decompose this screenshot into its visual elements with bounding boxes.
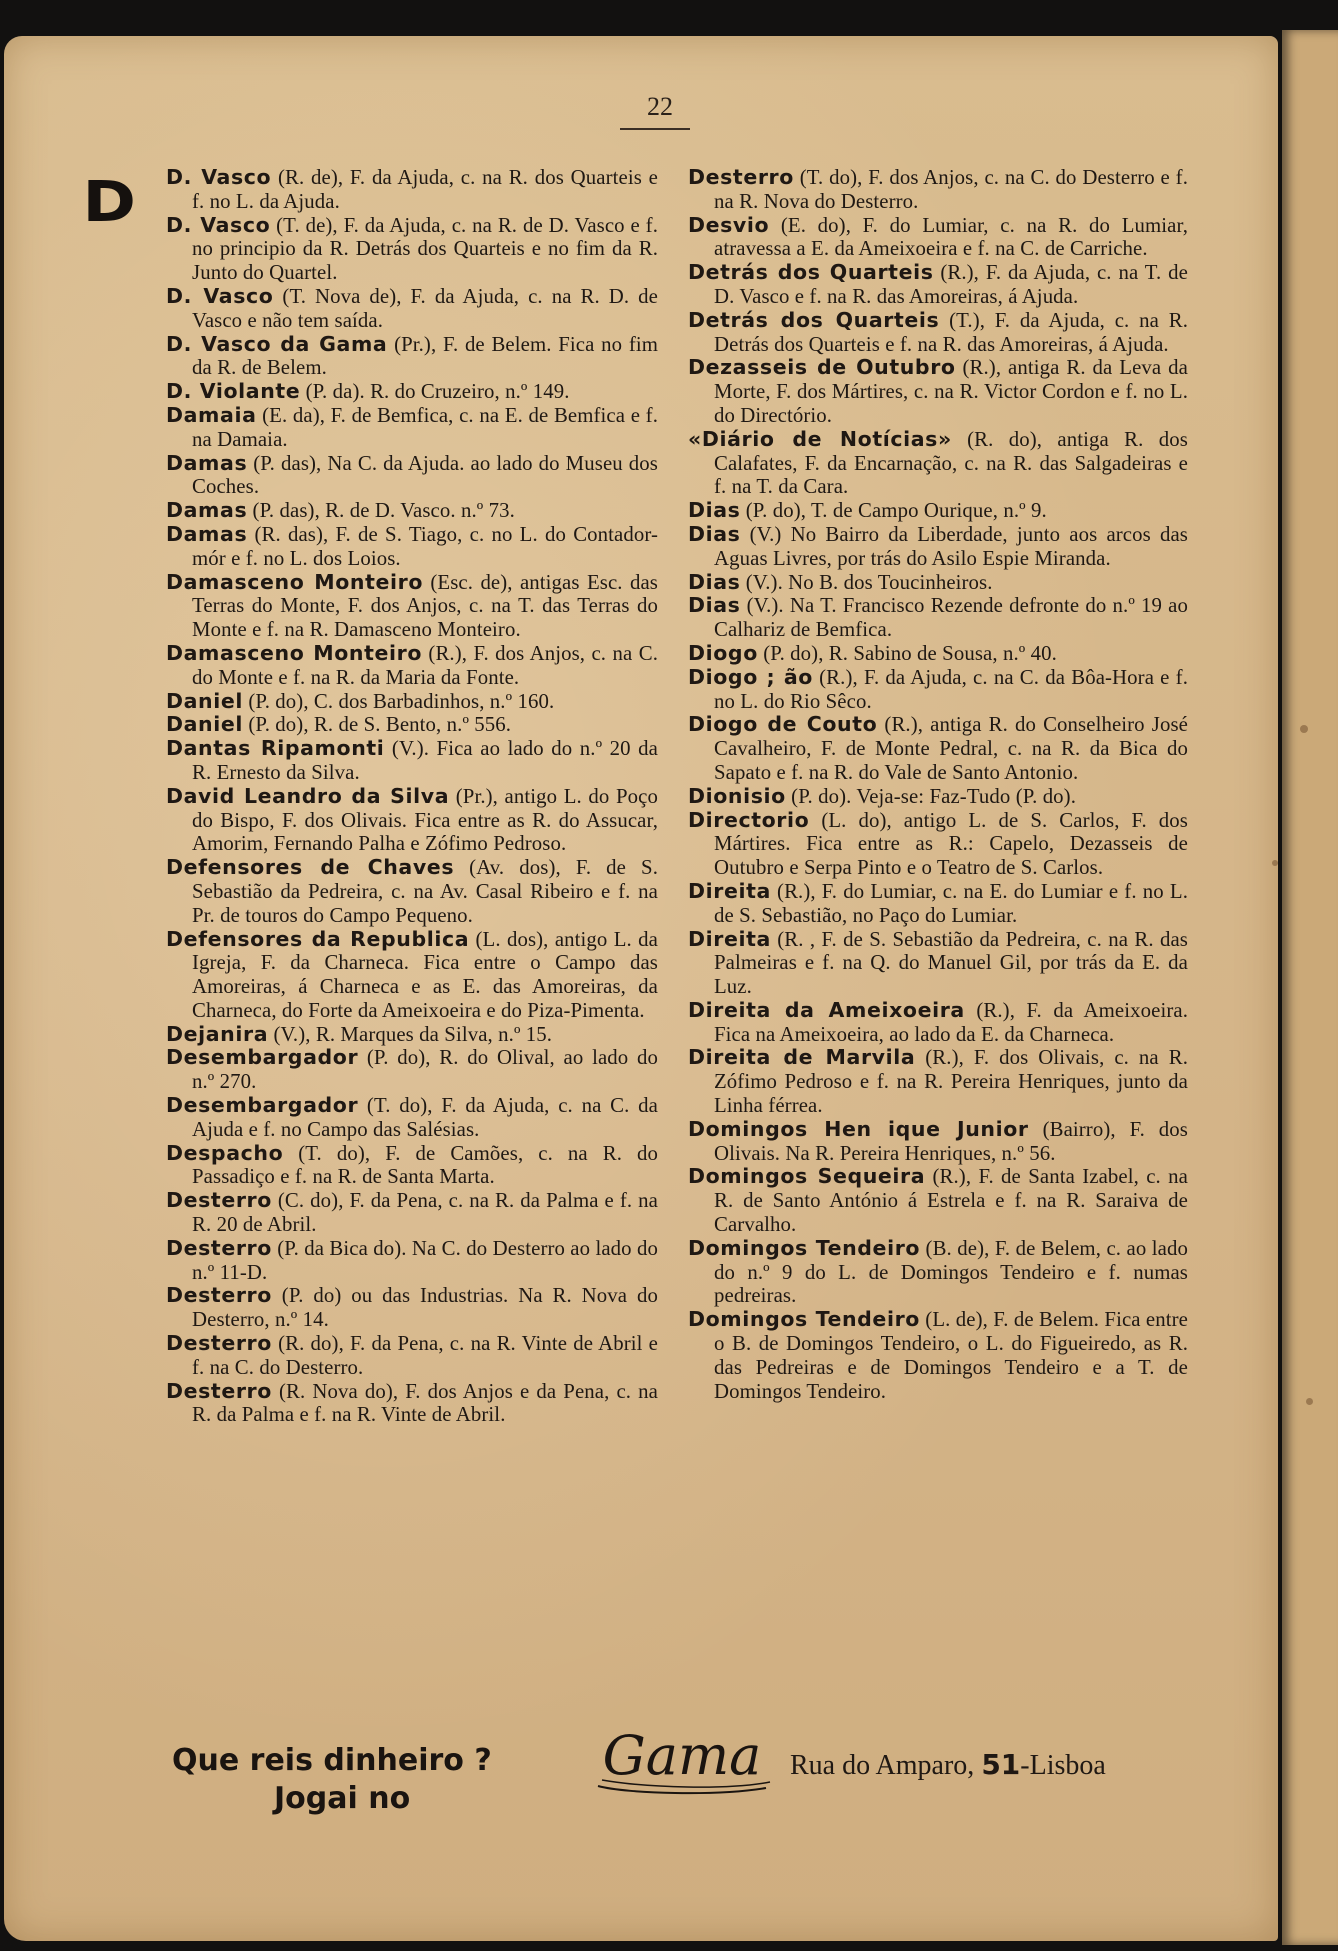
page-number-rule bbox=[620, 128, 690, 130]
entry-text: (R.), F. dos Anjos, c. na C. do Monte e f. na R. da Maria da Fonte. bbox=[192, 641, 659, 689]
entry-headword: Direita de Marvila bbox=[688, 1045, 916, 1070]
entry-text: (T. do), F. da Ajuda, c. na C. da Ajuda e f. no Campo das Salésias. bbox=[192, 1094, 658, 1141]
entry-headword: Damaia bbox=[166, 402, 257, 427]
entry-text: (P. do), R. do Olival, ao lado do n.º 270. bbox=[192, 1046, 658, 1094]
entry-headword: «Diário de Notícias» bbox=[688, 426, 952, 451]
entry-text: (P. do) ou das Industrias. Na R. Nova do Desterro, n.º 14. bbox=[192, 1284, 658, 1332]
street-entry bbox=[166, 1332, 658, 1380]
entry-text: (R. Nova do), F. dos Anjos e da Pena, c. na R. da Palma e f. na R. Vinte de Abril. bbox=[192, 1379, 658, 1427]
entry-headword: D. Vasco bbox=[166, 165, 272, 189]
street-entry bbox=[166, 1380, 658, 1428]
entry-headword: Desvio bbox=[688, 212, 770, 237]
entry-headword: Diogo ; ão bbox=[688, 664, 813, 689]
street-entry bbox=[688, 666, 1188, 714]
entry-headword: Desterro bbox=[166, 1235, 272, 1260]
street-entry bbox=[688, 214, 1188, 262]
entry-text: (T.), F. da Ajuda, c. na R. Detrás dos Quarteis e f. na R. das Amoreiras, á Ajuda. bbox=[714, 308, 1188, 356]
entry-headword: Diogo de Couto bbox=[688, 712, 878, 737]
left-column bbox=[166, 166, 658, 1427]
entry-text: (E. da), F. de Bemfica, c. na E. de Bemfica e f. na Damaia. bbox=[192, 403, 658, 451]
street-entry bbox=[688, 428, 1188, 499]
street-entry bbox=[166, 785, 658, 856]
entry-text: (P. da). R. do Cruzeiro, n.º 149. bbox=[300, 380, 570, 404]
entry-text: (R. das), F. de S. Tiago, c. no L. do Contador-mór e f. no L. dos Loios. bbox=[192, 522, 658, 570]
street-entry bbox=[688, 499, 1188, 523]
street-entry bbox=[166, 214, 658, 285]
entry-text: (T. do), F. de Camões, c. na R. do Passadiço e f. na R. de Santa Marta. bbox=[192, 1141, 658, 1189]
street-entry bbox=[688, 356, 1188, 427]
entry-headword: Desembargador bbox=[166, 1045, 359, 1070]
entry-headword: Dias bbox=[688, 569, 741, 594]
entry-headword: Desterro bbox=[166, 1331, 272, 1356]
street-entry bbox=[166, 1046, 658, 1094]
entry-headword: Direita bbox=[688, 926, 771, 951]
entry-text: (E. do), F. do Lumiar, c. na R. do Lumiar, atravessa a E. da Ameixoeira e f. na C. de Carriche. bbox=[714, 213, 1188, 261]
entry-headword: Defensores da Republica bbox=[166, 926, 470, 951]
entry-headword: Dias bbox=[688, 498, 741, 523]
entry-text: (R.), F. dos Olivais, c. na R. Zófimo Pedroso e f. na R. Pereira Henriques, junto da Linha férrea. bbox=[714, 1046, 1189, 1118]
page-number: 22 bbox=[647, 92, 673, 121]
street-entry bbox=[166, 642, 658, 690]
entry-headword: Dias bbox=[688, 593, 741, 618]
entry-headword: Direita bbox=[688, 878, 771, 903]
street-entry bbox=[688, 880, 1188, 928]
entry-headword: Desterro bbox=[688, 165, 794, 189]
entry-text: (R.), F. da Ajuda, c. na C. da Bôa-Hora e f. no L. do Rio Sêco. bbox=[714, 665, 1188, 713]
entry-headword: Domingos Tendeiro bbox=[688, 1307, 920, 1332]
street-entry bbox=[166, 856, 658, 927]
street-entry bbox=[166, 380, 658, 404]
entry-text: (R.), F. de Santa Izabel, c. na R. de Santo António á Estrela e f. na R. Saraiva de Carvalho. bbox=[714, 1165, 1188, 1237]
street-entry bbox=[166, 1142, 658, 1190]
street-entry bbox=[166, 1023, 658, 1047]
entry-text: (P. do), T. de Campo Ourique, n.º 9. bbox=[740, 499, 1047, 523]
street-entry bbox=[688, 261, 1188, 309]
entry-text: (R. , F. de S. Sebastião da Pedreira, c. na R. das Palmeiras e f. na Q. do Manuel Gil, por trás da E. da Luz. bbox=[714, 927, 1188, 999]
gama-logo bbox=[588, 1730, 776, 1800]
entry-text: (R.), antiga R. da Leva da Morte, F. dos Mártires, c. na R. Victor Cordon e f. no L. do Directório. bbox=[714, 356, 1188, 427]
street-entry bbox=[688, 594, 1188, 642]
street-entry bbox=[166, 690, 658, 714]
street-entry bbox=[688, 309, 1188, 357]
entry-headword: D. Vasco bbox=[166, 283, 274, 308]
street-entry bbox=[688, 1308, 1188, 1403]
entry-headword: Detrás dos Quarteis bbox=[688, 307, 940, 332]
entry-headword: Dezasseis de Outubro bbox=[688, 355, 956, 380]
entry-headword: Domingos Sequeira bbox=[688, 1164, 926, 1189]
entry-text: (L. de), F. de Belem. Fica entre o B. de Domingos Tendeiro, o L. do Figueiredo, as R. das Pedreiras e de Domingos Tendeiro e a T. de Domingos Tendeiro. bbox=[714, 1308, 1188, 1403]
street-entry bbox=[688, 785, 1188, 809]
entry-headword: Daniel bbox=[166, 688, 244, 713]
entry-text: (L. do), antigo L. de S. Carlos, F. dos Mártires. Fica entre as R.: Capelo, Dezasseis de Outubro e Serpa Pinto e o Teatro de S. Carlos. bbox=[714, 808, 1188, 880]
entry-text: (P. do), R. de S. Bento, n.º 556. bbox=[243, 713, 512, 737]
entry-headword: David Leandro da Silva bbox=[166, 783, 450, 808]
entry-text: (P. da Bica do). Na C. do Desterro ao lado do n.º 11-D. bbox=[192, 1236, 658, 1284]
entry-headword: Dantas Ripamonti bbox=[166, 736, 385, 761]
entry-headword: Directorio bbox=[688, 807, 810, 832]
entry-text: (V.). Na T. Francisco Rezende defronte do n.º 19 ao Calhariz de Bemfica. bbox=[714, 594, 1188, 642]
entry-headword: Direita da Ameixoeira bbox=[688, 997, 965, 1022]
entry-text: (V.). Fica ao lado do n.º 20 da R. Ernesto da Silva. bbox=[192, 737, 659, 784]
entry-headword: Desterro bbox=[166, 1283, 272, 1308]
entry-text: (P. do), R. Sabino de Sousa, n.º 40. bbox=[757, 641, 1057, 665]
street-entry bbox=[688, 809, 1188, 880]
address-street: Rua do Amparo, bbox=[790, 1750, 982, 1781]
advert-line-2: Jogai no bbox=[274, 1781, 411, 1816]
entry-headword: Dias bbox=[688, 521, 741, 546]
entry-headword: Desterro bbox=[166, 1188, 272, 1213]
street-entry bbox=[166, 523, 658, 571]
entry-headword: Dionisio bbox=[688, 783, 786, 808]
street-entry bbox=[166, 166, 658, 214]
advert-address bbox=[790, 1748, 1106, 1782]
entry-headword: Damasceno Monteiro bbox=[166, 640, 423, 665]
entry-headword: Despacho bbox=[166, 1140, 284, 1165]
street-entry bbox=[166, 452, 658, 500]
street-entry bbox=[166, 499, 658, 523]
entry-headword: D. Vasco bbox=[166, 212, 271, 237]
street-entry bbox=[166, 404, 658, 452]
street-entry bbox=[688, 1046, 1188, 1117]
street-entry bbox=[166, 1094, 658, 1142]
address-city: -Lisboa bbox=[1020, 1750, 1106, 1781]
entry-headword: Damas bbox=[166, 498, 248, 523]
street-entry bbox=[688, 642, 1188, 666]
entry-headword: Damas bbox=[166, 450, 248, 475]
street-entry bbox=[688, 928, 1188, 999]
entry-text: (T. Nova de), F. da Ajuda, c. na R. D. de Vasco e não tem saída. bbox=[192, 284, 658, 332]
entry-headword: Defensores de Chaves bbox=[166, 855, 455, 880]
advert-slogan bbox=[172, 1742, 562, 1818]
entry-text: (R. do), F. da Pena, c. na R. Vinte de Abril e f. na C. do Desterro. bbox=[192, 1332, 658, 1379]
entry-text: (V.) No Bairro da Liberdade, junto aos arcos das Aguas Livres, por trás do Asilo Espie Miranda. bbox=[714, 522, 1188, 570]
entry-text: (T. do), F. dos Anjos, c. na C. do Desterro e f. na R. Nova do Desterro. bbox=[714, 166, 1188, 213]
entry-text: (R.), antiga R. do Conselheiro José Cavalheiro, F. de Monte Pedral, c. na R. da Bica do Sapato e f. na R. do Vale de Santo Antonio. bbox=[714, 713, 1188, 784]
entry-text: (Av. dos), F. de S. Sebastião da Pedreira, c. na Av. Casal Ribeiro e f. na Pr. de touros do Campo Pequeno. bbox=[192, 856, 658, 927]
entry-headword: Domingos Hen ique Junior bbox=[688, 1116, 1029, 1141]
entry-text: (V.), R. Marques da Silva, n.º 15. bbox=[268, 1022, 553, 1046]
street-entry bbox=[166, 1284, 658, 1332]
entry-text: (Pr.), antigo L. do Poço do Bispo, F. dos Olivais. Fica entre as R. do Assucar, Amorim, Fernando Palha e Zófimo Pedroso. bbox=[192, 784, 658, 856]
right-column bbox=[688, 166, 1188, 1403]
entry-text: (P. das), Na C. da Ajuda. ao lado do Museu dos Coches. bbox=[192, 451, 658, 499]
street-entry bbox=[688, 571, 1188, 595]
street-entry bbox=[166, 1189, 658, 1237]
entry-text: (P. do). Veja-se: Faz-Tudo (P. do). bbox=[785, 784, 1077, 808]
adjacent-page-edge bbox=[1282, 30, 1338, 1945]
entry-headword: Desterro bbox=[166, 1378, 272, 1403]
street-entry bbox=[166, 928, 658, 1023]
ink-spot bbox=[1300, 725, 1308, 733]
street-entry bbox=[166, 571, 658, 642]
street-entry bbox=[688, 713, 1188, 784]
entry-text: (B. de), F. de Belem, c. ao lado do n.º 9 do L. de Domingos Tendeiro e f. numas pedreiras. bbox=[714, 1236, 1188, 1308]
street-entry bbox=[166, 333, 658, 381]
street-entry bbox=[166, 1237, 658, 1285]
entry-headword: Damasceno Monteiro bbox=[166, 569, 424, 594]
entry-text: (V.). No B. dos Toucinheiros. bbox=[740, 570, 993, 594]
ink-spot bbox=[1272, 860, 1278, 866]
entry-text: (P. das), R. de D. Vasco. n.º 73. bbox=[247, 499, 515, 523]
street-entry bbox=[688, 1165, 1188, 1236]
entry-headword: Daniel bbox=[166, 712, 244, 737]
entry-text: (R. do), antiga R. dos Calafates, F. da Encarnação, c. na R. das Salgadeiras e f. na T. da Cara. bbox=[714, 427, 1188, 499]
entry-headword: Desembargador bbox=[166, 1093, 359, 1118]
entry-headword: D. Violante bbox=[166, 379, 301, 404]
street-entry bbox=[166, 713, 658, 737]
entry-text: (Bairro), F. dos Olivais. Na R. Pereira Henriques, n.º 56. bbox=[714, 1117, 1188, 1165]
entry-headword: Detrás dos Quarteis bbox=[688, 260, 934, 285]
entry-text: (R.), F. da Ameixoeira. Fica na Ameixoeira, ao lado da E. da Charneca. bbox=[714, 998, 1189, 1046]
logo-text: Gama bbox=[602, 1730, 762, 1787]
entry-headword: Dejanira bbox=[166, 1021, 269, 1046]
entry-text: (R.), F. do Lumiar, c. na E. do Lumiar e f. no L. de S. Sebastião, no Paço do Lumiar. bbox=[714, 879, 1188, 927]
street-entry bbox=[688, 999, 1188, 1047]
street-entry bbox=[688, 1118, 1188, 1166]
entry-text: (P. do), C. dos Barbadinhos, n.º 160. bbox=[243, 689, 555, 713]
street-entry bbox=[166, 285, 658, 333]
entry-headword: Diogo bbox=[688, 640, 758, 665]
entry-text: (T. de), F. da Ajuda, c. na R. de D. Vasco e f. no principio da R. Detrás dos Quarteis e no fim da R. Junto do Quartel. bbox=[192, 213, 659, 285]
entry-text: (Pr.), F. de Belem. Fica no fim da R. de Belem. bbox=[192, 332, 658, 380]
street-entry bbox=[688, 166, 1188, 214]
entry-text: (R.), F. da Ajuda, c. na T. de D. Vasco e f. na R. das Amoreiras, á Ajuda. bbox=[714, 261, 1188, 308]
section-letter: D bbox=[82, 170, 136, 235]
street-entry bbox=[688, 523, 1188, 571]
advert-line-1: Que reis dinheiro ? bbox=[172, 1743, 492, 1778]
entry-text: (L. dos), antigo L. da Igreja, F. da Charneca. Fica entre o Campo das Amoreiras, á Charneca e as E. das Amoreiras, da Charneca, do Forte da Ameixoeira e do Piza-Pimenta. bbox=[192, 927, 659, 1022]
entry-headword: D. Vasco da Gama bbox=[166, 331, 388, 356]
entry-text: (R. de), F. da Ajuda, c. na R. dos Quarteis e f. no L. da Ajuda. bbox=[192, 166, 658, 213]
street-entry bbox=[688, 1237, 1188, 1308]
street-entry bbox=[166, 737, 658, 785]
entry-headword: Damas bbox=[166, 521, 248, 546]
entry-text: (C. do), F. da Pena, c. na R. da Palma e f. na R. 20 de Abril. bbox=[192, 1189, 658, 1237]
entry-headword: Domingos Tendeiro bbox=[688, 1235, 921, 1260]
address-number: 51 bbox=[981, 1748, 1021, 1781]
entry-text: (Esc. de), antigas Esc. das Terras do Monte, F. dos Anjos, c. na T. das Terras do Monte e f. na R. Damasceno Monteiro. bbox=[192, 570, 659, 642]
ink-spot bbox=[1306, 1398, 1313, 1405]
